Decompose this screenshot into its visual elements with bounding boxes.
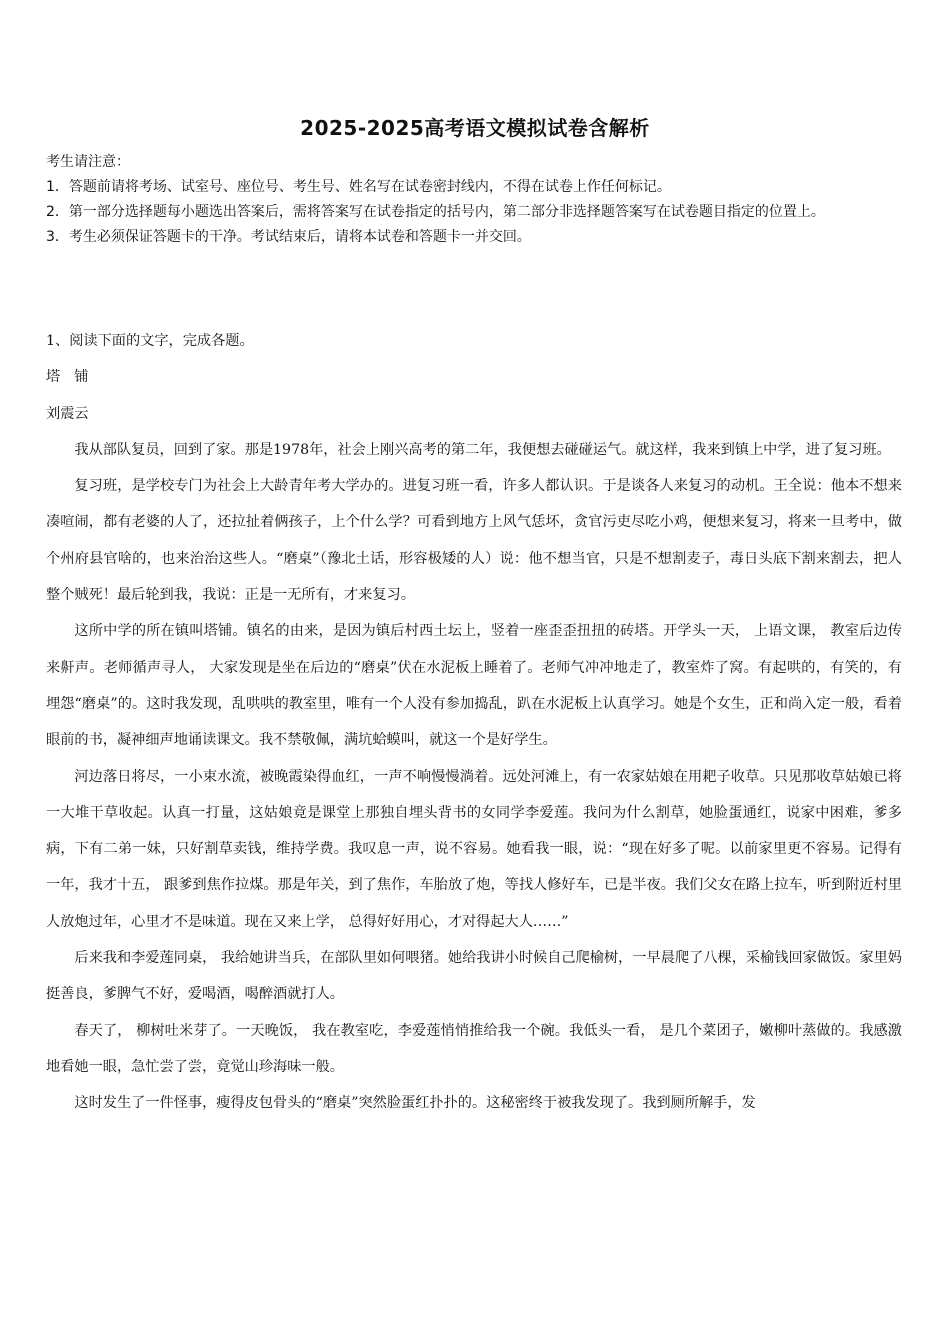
reading-section: [46, 323, 902, 1122]
story-paragraph: 后来我和李爱莲同桌， 我给她讲当兵，在部队里如何喂猪。她给我讲小时候自己爬榆树，一早晨爬了八棵，采榆钱回家做饭。家里妈挺善良，爹脾气不好，爱喝酒，喝醉酒就打人。: [46, 950, 902, 1003]
notice-item: 2．第一部分选择题每小题选出答案后，需将答案写在试卷指定的括号内，第二部分非选择题答案写在试卷题目指定的位置上。: [46, 204, 825, 220]
story-author: 刘震云: [46, 405, 89, 422]
question-prompt: 1、阅读下面的文字，完成各题。: [46, 333, 254, 349]
exam-notice: [46, 150, 906, 250]
notice-header: 考生请注意：: [46, 154, 130, 170]
story-paragraph: 这所中学的所在镇叫塔铺。镇名的由来，是因为镇后村西土坛上，竖着一座歪歪扭扭的砖塔。开学头一天， 上语文课， 教室后边传来鼾声。老师循声寻人， 大家发现是坐在后边的“磨桌”伏在水泥板上睡着了。老师气冲冲地走了，教室炸了窝。有起哄的，有笑的，有埋怨“磨桌”的。这时我发现，乱哄哄的教室里，唯有一个人没有参加捣乱，趴在水泥板上认真学习。她是个女生，正和尚入定一般，看着眼前的书，凝神细声地诵读课文。我不禁敬佩，满坑蛤蟆叫，就这一个是好学生。: [46, 623, 902, 749]
story-title: 塔铺: [46, 369, 103, 386]
story-paragraph: 我从部队复员，回到了家。那是1978年，社会上刚兴高考的第二年，我便想去碰碰运气。就这样，我来到镇上中学，进了复习班。: [74, 441, 891, 458]
story-paragraph: 复习班，是学校专门为社会上大龄青年考大学办的。进复习班一看，许多人都认识。于是谈各人来复习的动机。王全说：他本不想来凑喧闹，都有老婆的人了，还拉扯着俩孩子，上个什么学？可看到地方上风气恁坏，贪官污吏尽吃小鸡，便想来复习，将来一旦考中，做个州府县官啥的，也来治治这些人。“磨桌”（豫北土话，形容极矮的人）说：他不想当官，只是不想割麦子，毒日头底下割来割去，把人整个贼死！最后轮到我，我说：正是一无所有，才来复习。: [46, 478, 902, 604]
story-paragraph: 春天了， 柳树吐米芽了。一天晚饭， 我在教室吃，李爱莲悄悄推给我一个碗。我低头一看， 是几个菜团子，嫩柳叶蒸做的。我感激地看她一眼，急忙尝了尝，竟觉山珍海味一般。: [46, 1022, 902, 1075]
document-title: 2025-2025高考语文模拟试卷含解析: [300, 116, 650, 140]
story-paragraph: 这时发生了一件怪事，瘦得皮包骨头的“磨桌”突然脸蛋红扑扑的。这秘密终于被我发现了。我到厕所解手，发: [74, 1095, 756, 1112]
notice-item: 1．答题前请将考场、试室号、座位号、考生号、姓名写在试卷密封线内，不得在试卷上作任何标记。: [46, 179, 671, 195]
story-paragraph: 河边落日将尽，一小束水流，被晚霞染得血红，一声不响慢慢淌着。远处河滩上，有一农家姑娘在用耙子收草。只见那收草姑娘已将一大堆干草收起。认真一打量，这姑娘竟是课堂上那独自埋头背书的女同学李爱莲。我问为什么割草，她脸蛋通红，说家中困难，爹多病，下有二弟一妹，只好割草卖钱，维持学费。我叹息一声，说不容易。她看我一眼，说：“现在好多了呢。以前家里更不容易。记得有一年，我才十五， 跟爹到焦作拉煤。那是年关，到了焦作，车胎放了炮，等找人修好车，已是半夜。我们父女在路上拉车，听到附近村里人放炮过年，心里才不是味道。现在又来上学， 总得好好用心，才对得起大人……”: [46, 768, 902, 930]
notice-item: 3．考生必须保证答题卡的干净。考试结束后，请将本试卷和答题卡一并交回。: [46, 229, 531, 245]
